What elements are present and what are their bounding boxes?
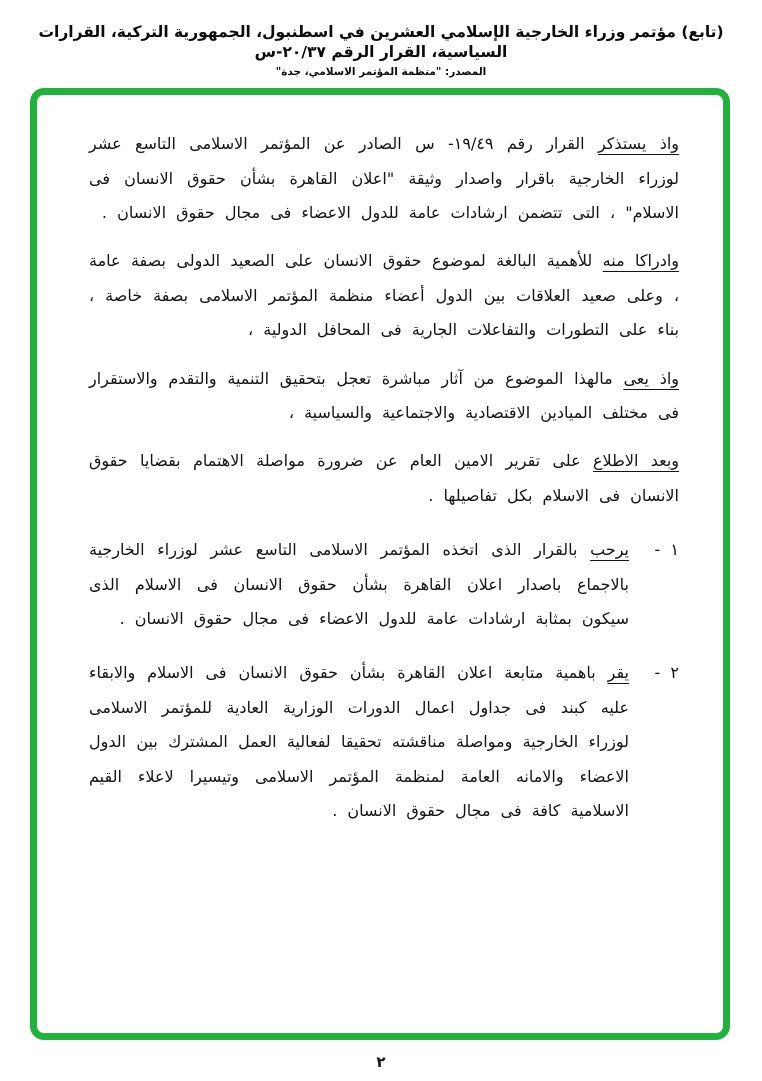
paragraph-lead-phrase: واذ يعى — [623, 368, 679, 388]
clause-number: ١ - — [654, 540, 679, 560]
preamble-paragraph — [89, 444, 679, 513]
page-header — [0, 0, 762, 78]
clause-text: بالقرار الذى اتخذه المؤتمر الاسلامى التاسع عشر لوزراء الخارجية بالاجماع باصدار اعلان القاهرة بشأن حقوق الانسان فى الاسلام الذى سيكون بمثابة ارشادات عامة للدول الاعضاء فى مجال حقوق الانسان . — [89, 540, 629, 628]
paragraph-text: على تقرير الامين العام عن ضرورة مواصلة الاهتمام بقضايا حقوق الانسان فى الاسلام بكل تفاصيلها . — [89, 451, 679, 505]
green-border-frame — [30, 88, 730, 1040]
numbered-clause — [89, 656, 679, 828]
clause-body — [89, 533, 629, 636]
clause-lead-phrase: يرحب — [590, 540, 630, 560]
paragraph-text: للأهمية البالغة لموضوع حقوق الانسان على الصعيد الدولى بصفة عامة ، وعلى صعيد العلاقات بين الدول أعضاء منظمة المؤتمر الاسلامى بصفة خاصة ، بناء على التطورات والتفاعلات الجارية فى المحافل الدولية ، — [89, 251, 679, 340]
page-number: ٢ — [376, 1053, 386, 1072]
paragraph-text: القرار رقم ١٩/٤٩- س الصادر عن المؤتمر الاسلامى التاسع عشر لوزراء الخارجية باقرار واصدار وثيقة "اعلان القاهرة بشأن حقوق الانسان فى الاسلام" ، التى تتضمن ارشادات عامة للدول الاعضاء فى مجال حقوق الانسان . — [89, 134, 679, 223]
clause-number: ٢ - — [654, 663, 679, 683]
clause-lead-phrase: يقر — [607, 663, 629, 683]
paragraph-lead-phrase: وبعد الاطلاع — [592, 451, 680, 471]
resolution-text-body — [37, 95, 723, 1033]
numbered-clause — [89, 533, 679, 636]
preamble-paragraph — [89, 244, 679, 347]
preamble-paragraph — [89, 127, 679, 230]
document-source-line: المصدر: "منظمة المؤتمر الاسلامي، جدة" — [275, 66, 487, 79]
clause-text: باهمية متابعة اعلان القاهرة بشأن حقوق الانسان فى الاسلام والابقاء عليه كبند فى جداول اعمال الدورات الوزارية العادية للمؤتمر الاسلامى لوزراء الخارجية ومواصلة مناقشته تحقيقا لفعالية العمل المشترك بين الدول الاعضاء والامانه العامة لمنظمة المؤتمر الاسلامى وتيسيرا لاعلاء القيم الاسلامية كافة فى مجال حقوق الانسان . — [89, 663, 629, 820]
page-footer — [0, 1053, 762, 1071]
paragraph-lead-phrase: وادراكا منه — [602, 251, 679, 271]
paragraph-lead-phrase: واذ يستذكر — [597, 134, 680, 154]
document-title: (تابع) مؤتمر وزراء الخارجية الإسلامي العشرين في اسطنبول، الجمهورية التركية، القرارات السياسية، القرار الرقم ٢٠/٣٧-س — [38, 23, 724, 62]
paragraph-text: مالهذا الموضوع من آثار مباشرة تعجل بتحقيق التنمية والتقدم والاستقرار فى مختلف الميادين الاقتصادية والاجتماعية والسياسية ، — [89, 368, 679, 423]
clause-body — [89, 656, 629, 828]
preamble-paragraph — [89, 362, 679, 431]
